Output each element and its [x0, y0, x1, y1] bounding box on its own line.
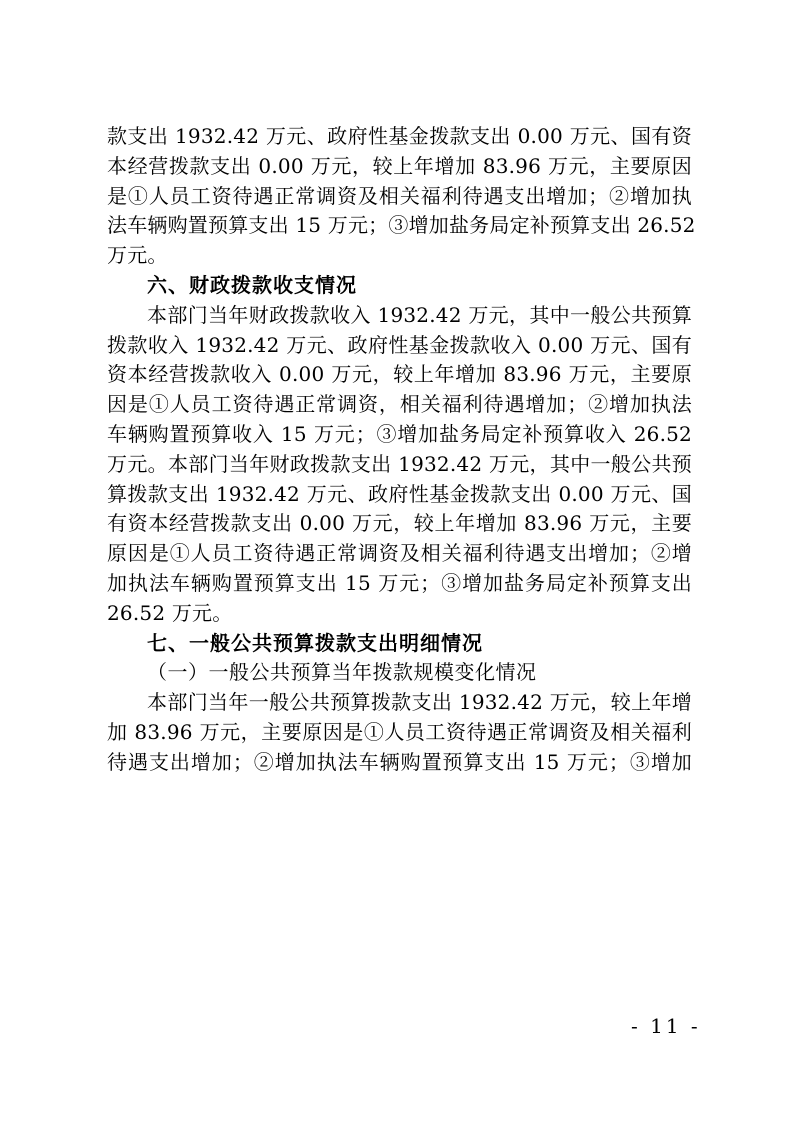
subsection-heading-7-1: （一）一般公共预算当年拨款规模变化情况: [147, 660, 537, 685]
text-line: 万元。本部门当年财政拨款支出 1932.42 万元，其中一般公共预: [107, 451, 692, 476]
paragraph-expenditure-continued: [107, 122, 696, 271]
section-heading-7: 七、一般公共预算拨款支出明细情况: [147, 630, 483, 655]
text-line: 因是①人员工资待遇正常调资，相关福利待遇增加；②增加执法: [107, 392, 692, 417]
text-line: 加执法车辆购置预算支出 15 万元；③增加盐务局定补预算支出: [107, 570, 692, 595]
text-line: 万元。: [107, 243, 168, 268]
text-line: 本部门当年财政拨款收入 1932.42 万元，其中一般公共预算: [147, 302, 692, 327]
text-line: 车辆购置预算收入 15 万元；③增加盐务局定补预算收入 26.52: [107, 421, 692, 446]
text-line: 有资本经营拨款支出 0.00 万元，较上年增加 83.96 万元，主要: [107, 511, 692, 536]
paragraph-general-budget-change: [107, 688, 692, 777]
text-line: 拨款收入 1932.42 万元、政府性基金拨款收入 0.00 万元、国有: [107, 332, 692, 357]
text-line: 是①人员工资待遇正常调资及相关福利待遇支出增加；②增加执: [107, 183, 692, 208]
text-line: 加 83.96 万元，主要原因是①人员工资待遇正常调资及相关福利: [107, 719, 692, 744]
paragraph-fiscal-income-expenditure: [107, 301, 692, 629]
text-line: 待遇支出增加；②增加执法车辆购置预算支出 15 万元；③增加: [107, 749, 692, 774]
section-heading-6: 六、财政拨款收支情况: [147, 272, 357, 297]
text-line: 资本经营拨款收入 0.00 万元，较上年增加 83.96 万元，主要原: [107, 362, 692, 387]
page-number: - 11 -: [631, 1014, 701, 1038]
text-line: 原因是①人员工资待遇正常调资及相关福利待遇支出增加；②增: [107, 541, 692, 566]
text-line: 算拨款支出 1932.42 万元、政府性基金拨款支出 0.00 万元、国: [107, 481, 692, 506]
text-line: 款支出 1932.42 万元、政府性基金拨款支出 0.00 万元、国有资: [107, 124, 692, 148]
text-line: 法车辆购置预算支出 15 万元；③增加盐务局定补预算支出 26.52: [107, 213, 696, 238]
text-line: 本经营拨款支出 0.00 万元，较上年增加 83.96 万元，主要原因: [107, 153, 692, 178]
text-line: 26.52 万元。: [107, 600, 233, 625]
text-line: 本部门当年一般公共预算拨款支出 1932.42 万元，较上年增: [147, 690, 692, 715]
document-body: [107, 122, 696, 778]
